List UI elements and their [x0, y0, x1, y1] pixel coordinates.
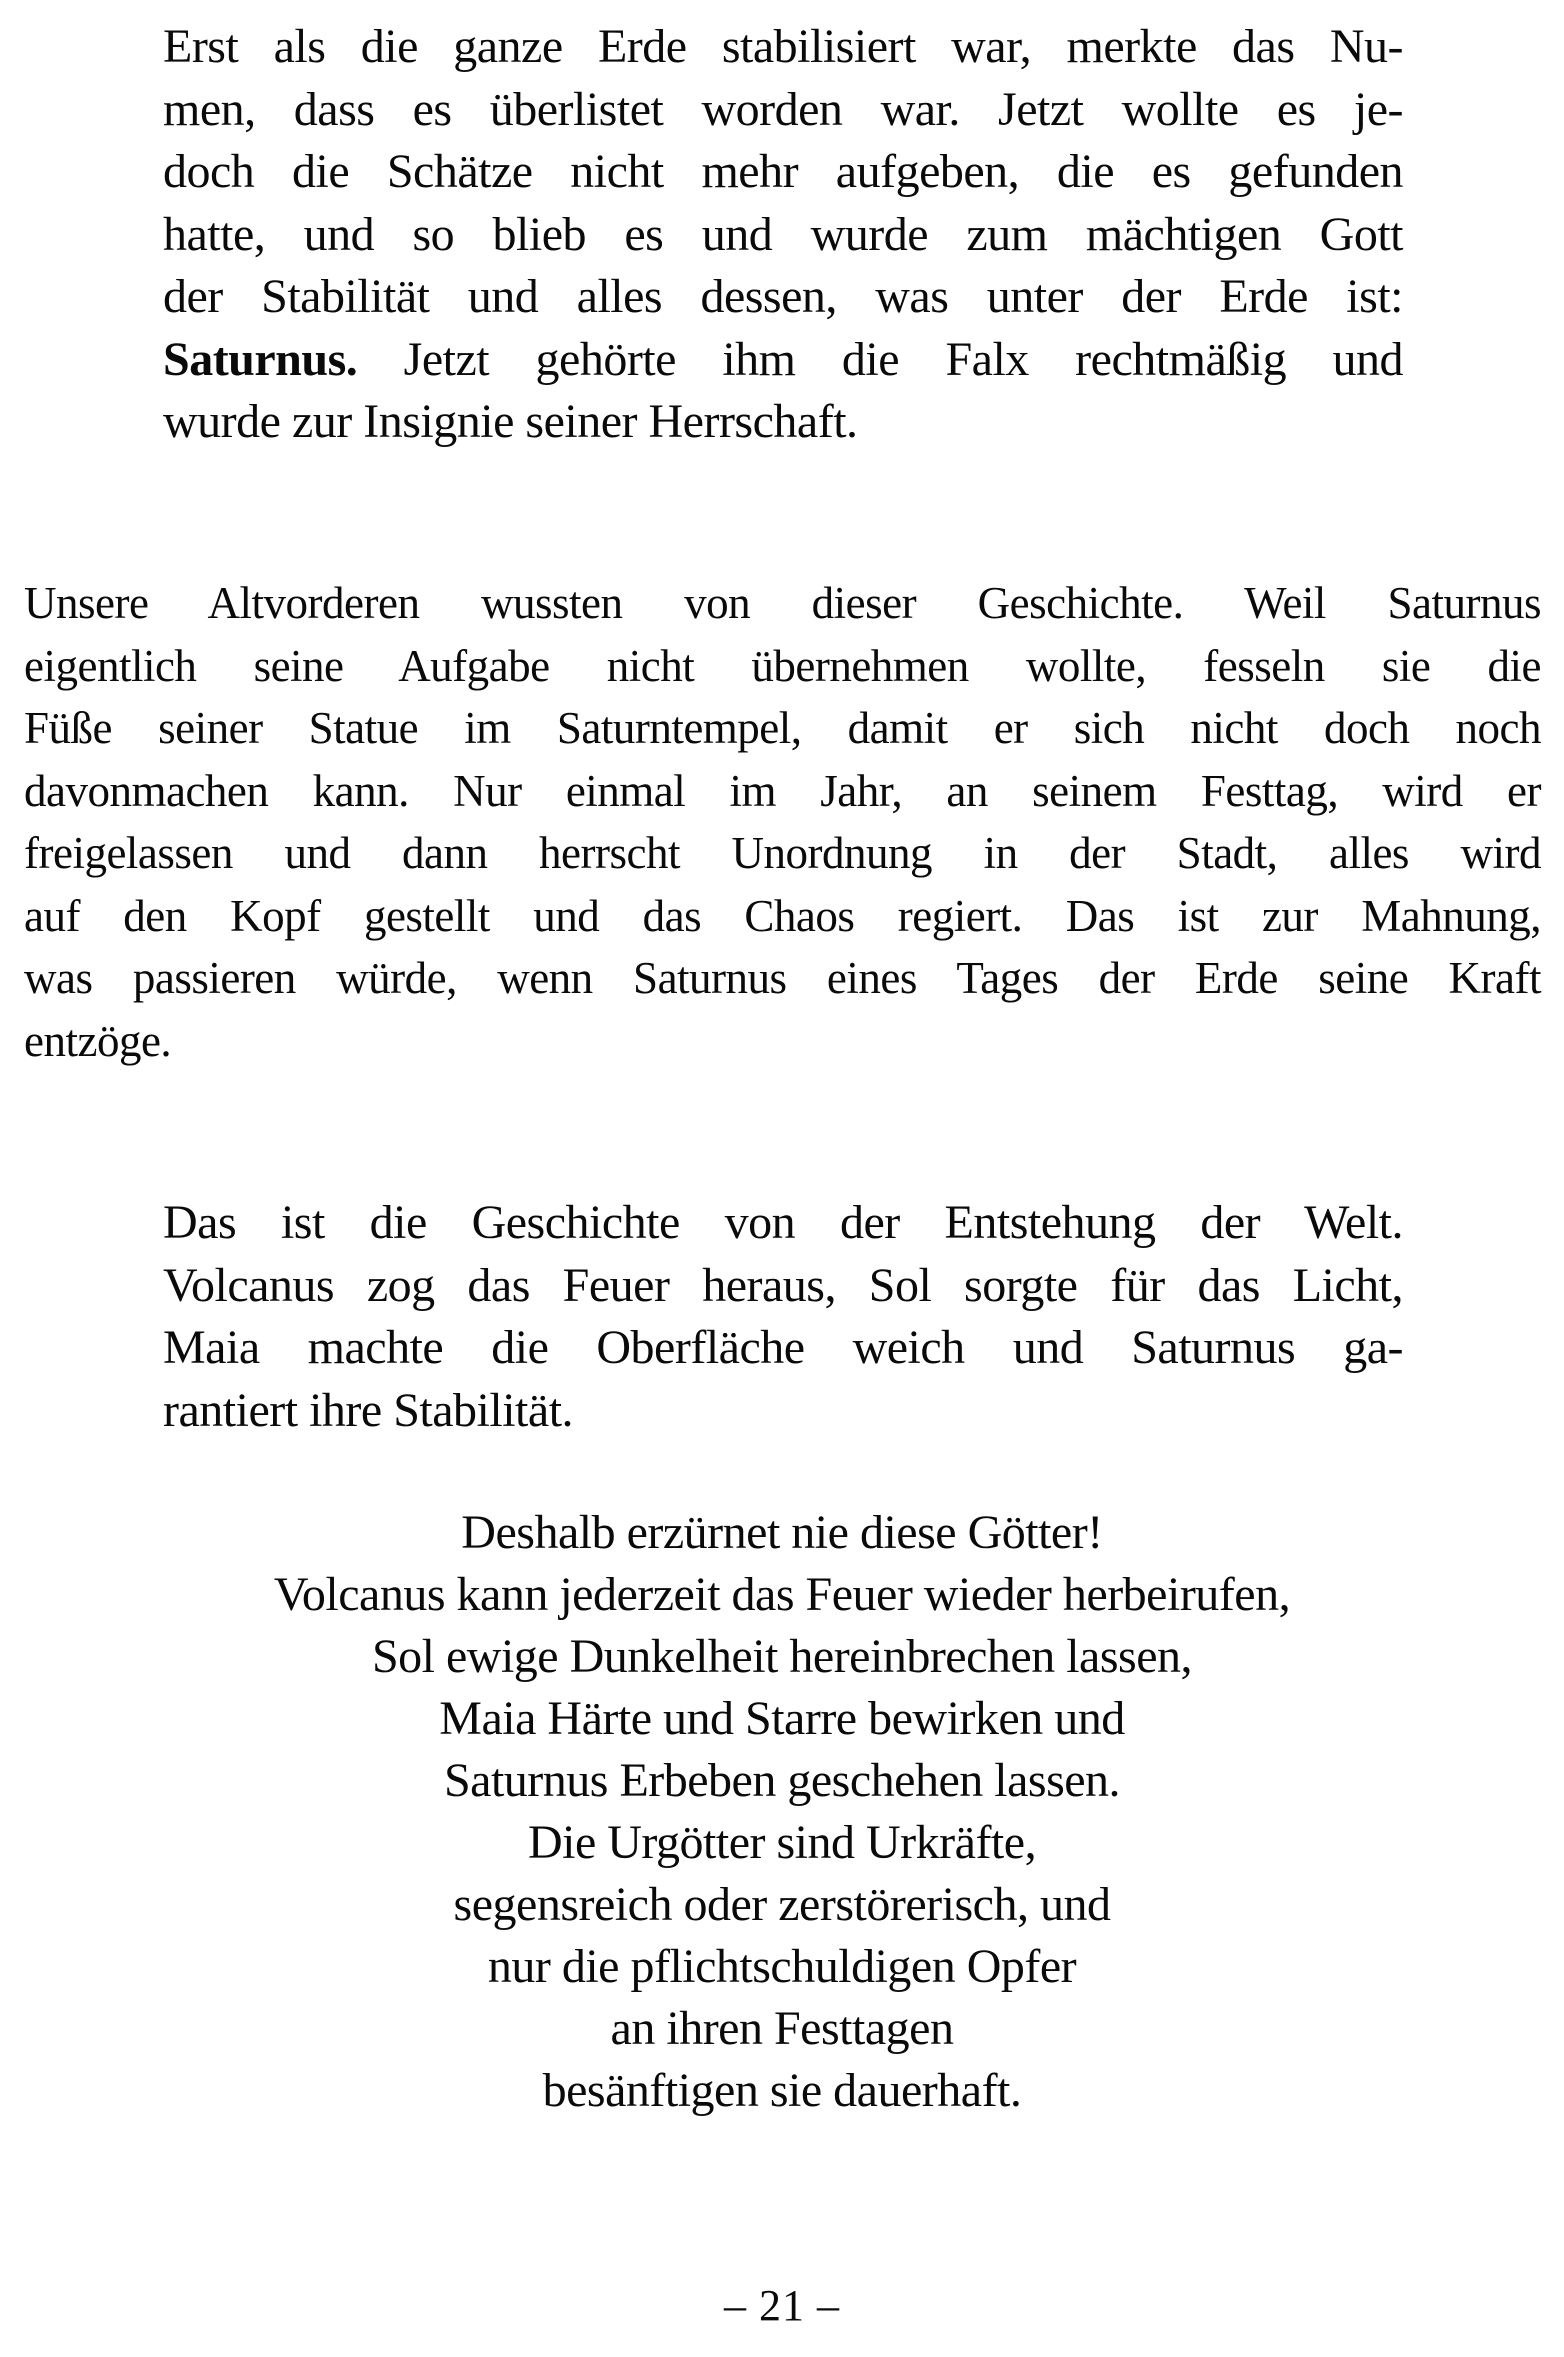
text-segment: Unsere Altvorderen wussten von dieser Geschichte. Weil Saturnus — [24, 578, 1541, 628]
text-segment: Füße seiner Statue im Saturntempel, damit er sich nicht doch noch — [24, 703, 1541, 753]
bold-text: Saturnus. — [163, 332, 358, 386]
text-line — [163, 1192, 1403, 1255]
page-number: – 21 – — [724, 2281, 840, 2330]
text-segment: freigelassen und dann herrscht Unordnung in der Stadt, alles wird — [24, 828, 1541, 878]
text-segment: entzöge. — [24, 1015, 172, 1066]
text-segment: was passieren würde, wenn Saturnus eines Tages der Erde seine Kraft — [24, 953, 1541, 1003]
paragraph-saturnus-origin — [163, 16, 1403, 454]
text-segment: Das ist die Geschichte von der Entstehung der Welt. — [163, 1196, 1403, 1249]
text-line — [163, 204, 1403, 267]
text-line — [163, 1255, 1403, 1318]
text-line — [24, 697, 1541, 760]
text-line — [24, 760, 1541, 823]
text-line — [0, 1936, 1564, 1998]
text-segment: auf den Kopf gestellt und das Chaos regiert. Das ist zur Mahnung, — [24, 890, 1541, 941]
text-segment: nur die pflichtschuldigen Opfer — [487, 1940, 1077, 1993]
text-line — [24, 885, 1541, 948]
text-line — [163, 141, 1403, 204]
text-segment: besänftigen sie dauerhaft. — [542, 2064, 1022, 2117]
text-segment: hatte, und so blieb es und wurde zum mächtigen Gott — [163, 207, 1403, 261]
text-segment: Erst als die ganze Erde stabilisiert war, merkte das Nu- — [163, 20, 1403, 73]
text-segment: Sol ewige Dunkelheit hereinbrechen lassen, — [371, 1630, 1193, 1683]
text-segment: wurde zur Insignie seiner Herrschaft. — [163, 395, 858, 448]
text-line — [0, 1502, 1564, 1564]
text-line — [0, 1564, 1564, 1626]
text-line — [0, 1688, 1564, 1750]
text-line — [24, 1010, 1541, 1073]
text-segment: eigentlich seine Aufgabe nicht übernehmen wollte, fesseln sie die — [24, 640, 1541, 691]
paragraph-creation-summary — [163, 1192, 1403, 1442]
text-line — [163, 391, 1403, 454]
text-line — [0, 1874, 1564, 1936]
text-segment: Die Urgötter sind Urkräfte, — [527, 1816, 1037, 1869]
text-line — [24, 947, 1541, 1010]
text-segment: Jetzt gehörte ihm die Falx rechtmäßig und — [357, 332, 1403, 386]
text-segment: men, dass es überlistet worden war. Jetzt wollte es je- — [163, 82, 1403, 136]
text-segment: Volcanus kann jederzeit das Feuer wieder herbeirufen, — [273, 1568, 1291, 1621]
paragraph-ancestors-story — [24, 572, 1541, 1072]
text-line — [24, 635, 1541, 698]
text-line — [163, 1380, 1403, 1443]
verse-gods-warning — [0, 1502, 1564, 2122]
text-line — [24, 822, 1541, 885]
text-line — [0, 1998, 1564, 2060]
text-line — [0, 1626, 1564, 1688]
text-segment: Maia machte die Oberfläche weich und Saturnus ga- — [163, 1321, 1403, 1374]
text-segment: Saturnus Erbeben geschehen lassen. — [443, 1754, 1121, 1807]
text-segment: davonmachen kann. Nur einmal im Jahr, an seinem Festtag, wird er — [24, 765, 1541, 816]
text-segment: rantiert ihre Stabilität. — [163, 1383, 574, 1437]
text-segment: an ihren Festtagen — [610, 2002, 954, 2055]
text-segment: Volcanus zog das Feuer heraus, Sol sorgte für das Licht, — [163, 1258, 1403, 1312]
text-segment: der Stabilität und alles dessen, was unter der Erde ist: — [163, 270, 1403, 323]
text-segment: doch die Schätze nicht mehr aufgeben, die es gefunden — [163, 145, 1403, 198]
text-line — [0, 1750, 1564, 1812]
text-line — [24, 572, 1541, 635]
text-line — [0, 2060, 1564, 2122]
text-segment: segensreich oder zerstörerisch, und — [453, 1878, 1111, 1931]
text-segment: Deshalb erzürnet nie diese Götter! — [461, 1506, 1103, 1559]
text-segment: Maia Härte und Starre bewirken und — [439, 1692, 1125, 1745]
text-line — [163, 79, 1403, 142]
text-line — [163, 329, 1403, 392]
text-line — [0, 1812, 1564, 1874]
text-line — [163, 16, 1403, 79]
text-line — [163, 1317, 1403, 1380]
text-line — [163, 266, 1403, 329]
